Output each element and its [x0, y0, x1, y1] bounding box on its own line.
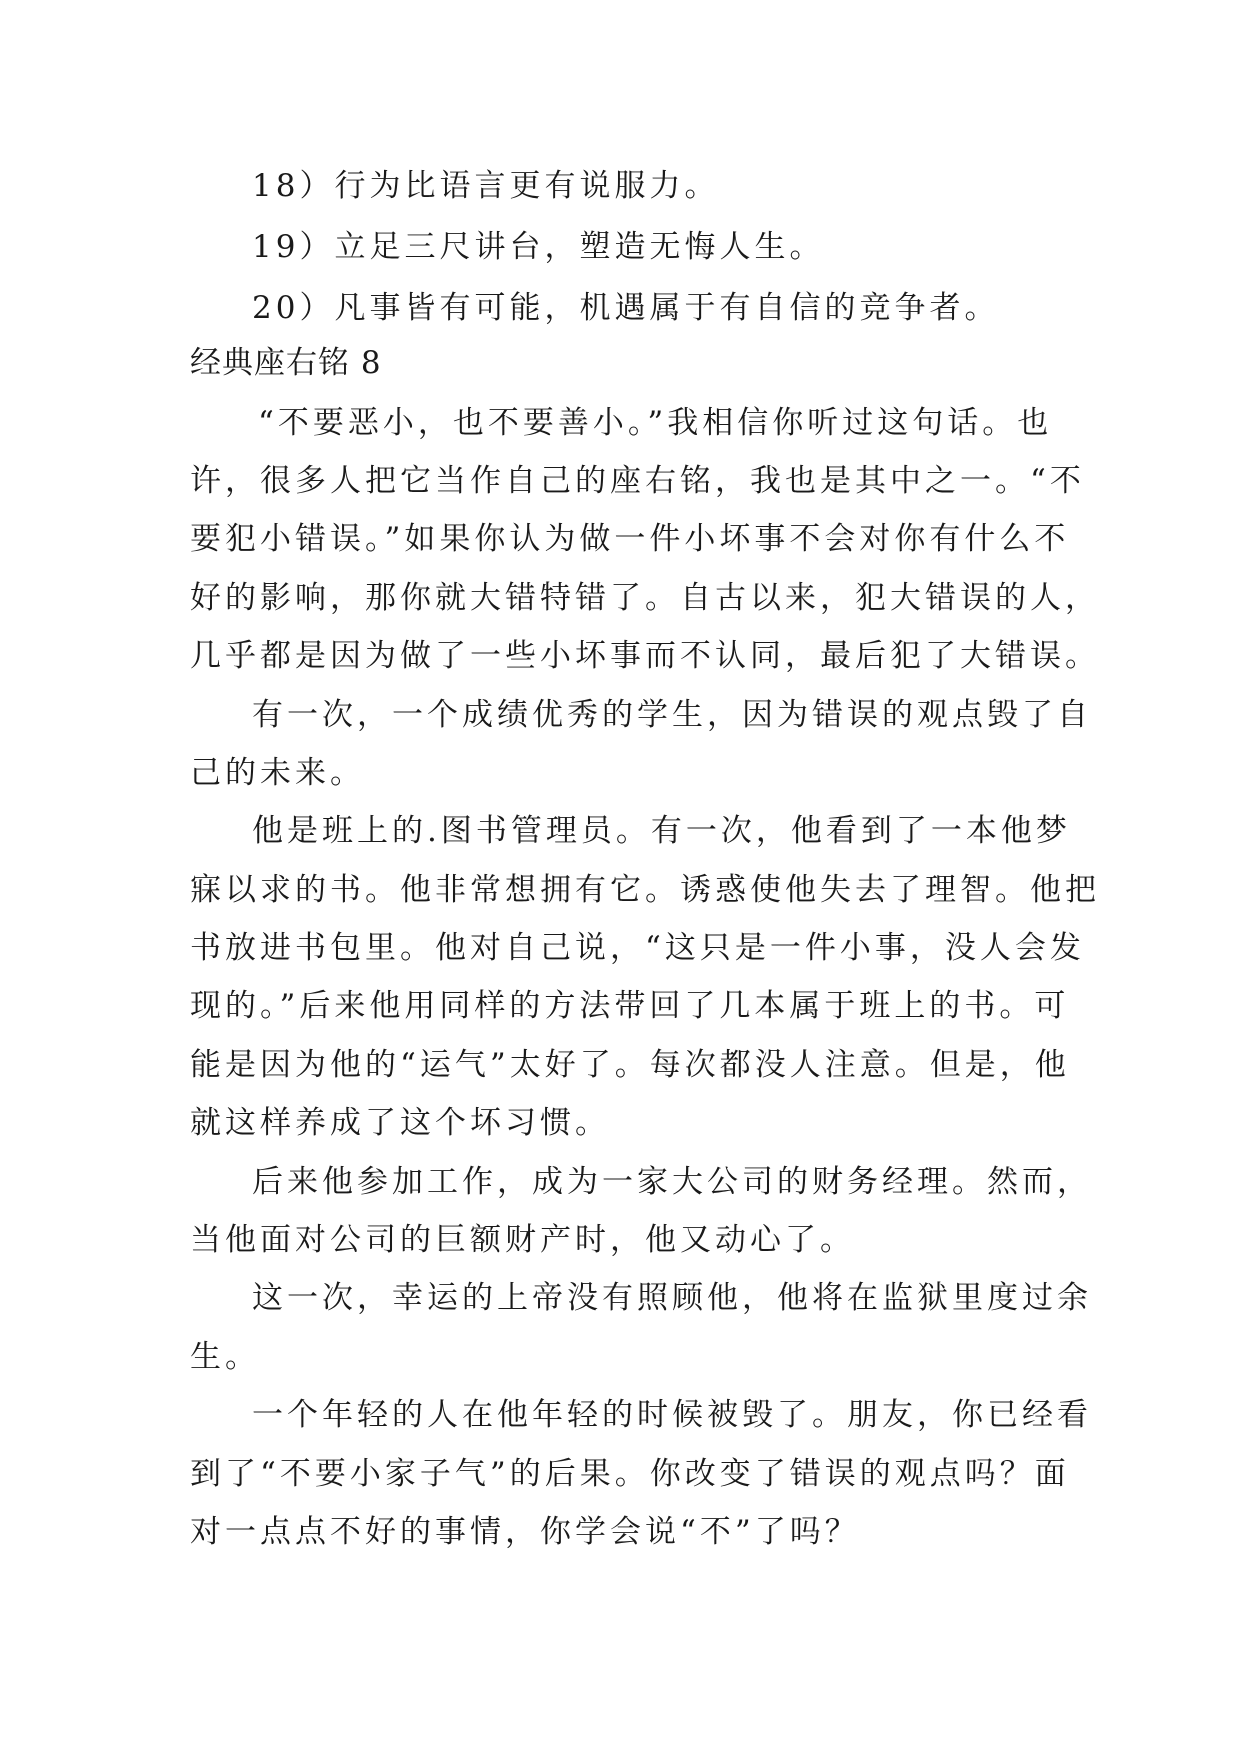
paragraph-line: 有一次，一个成绩优秀的学生，因为错误的观点毁了自	[252, 697, 1092, 733]
paragraph-line: 他是班上的.图书管理员。有一次，他看到了一本他梦	[252, 813, 1071, 849]
paragraph-line: 好的影响，那你就大错特错了。自古以来，犯大错误的人，	[190, 580, 1100, 616]
paragraph-line: “不要恶小，也不要善小。”我相信你听过这句话。也	[258, 405, 1053, 441]
paragraph-line: 现的。”后来他用同样的方法带回了几本属于班上的书。可	[190, 988, 1070, 1024]
paragraph-line: 一个年轻的人在他年轻的时候被毁了。朋友，你已经看	[252, 1397, 1092, 1433]
section-heading: 经典座右铭 8	[190, 345, 382, 381]
list-item: 20）凡事皆有可能，机遇属于有自信的竞争者。	[252, 290, 1000, 326]
paragraph-line: 书放进书包里。他对自己说，“这只是一件小事，没人会发	[190, 930, 1085, 966]
paragraph-line: 几乎都是因为做了一些小坏事而不认同，最后犯了大错误。	[190, 638, 1100, 674]
paragraph-line: 许，很多人把它当作自己的座右铭，我也是其中之一。“不	[190, 463, 1085, 499]
paragraph-line: 对一点点不好的事情，你学会说“不”了吗？	[190, 1514, 860, 1550]
paragraph-line: 就这样养成了这个坏习惯。	[190, 1105, 610, 1141]
list-item: 18）行为比语言更有说服力。	[252, 168, 720, 204]
paragraph-line: 到了“不要小家子气”的后果。你改变了错误的观点吗？面	[190, 1456, 1070, 1492]
paragraph-line: 能是因为他的“运气”太好了。每次都没人注意。但是，他	[190, 1047, 1070, 1083]
list-item: 19）立足三尺讲台，塑造无悔人生。	[252, 229, 825, 265]
paragraph-line: 己的未来。	[190, 755, 365, 791]
paragraph-line: 生。	[190, 1339, 260, 1375]
paragraph-line: 寐以求的书。他非常想拥有它。诱惑使他失去了理智。他把	[190, 872, 1100, 908]
paragraph-line: 要犯小错误。”如果你认为做一件小坏事不会对你有什么不	[190, 521, 1070, 557]
paragraph-line: 当他面对公司的巨额财产时，他又动心了。	[190, 1222, 855, 1258]
paragraph-line: 后来他参加工作，成为一家大公司的财务经理。然而，	[252, 1164, 1092, 1200]
paragraph-line: 这一次，幸运的上帝没有照顾他，他将在监狱里度过余	[252, 1280, 1092, 1316]
